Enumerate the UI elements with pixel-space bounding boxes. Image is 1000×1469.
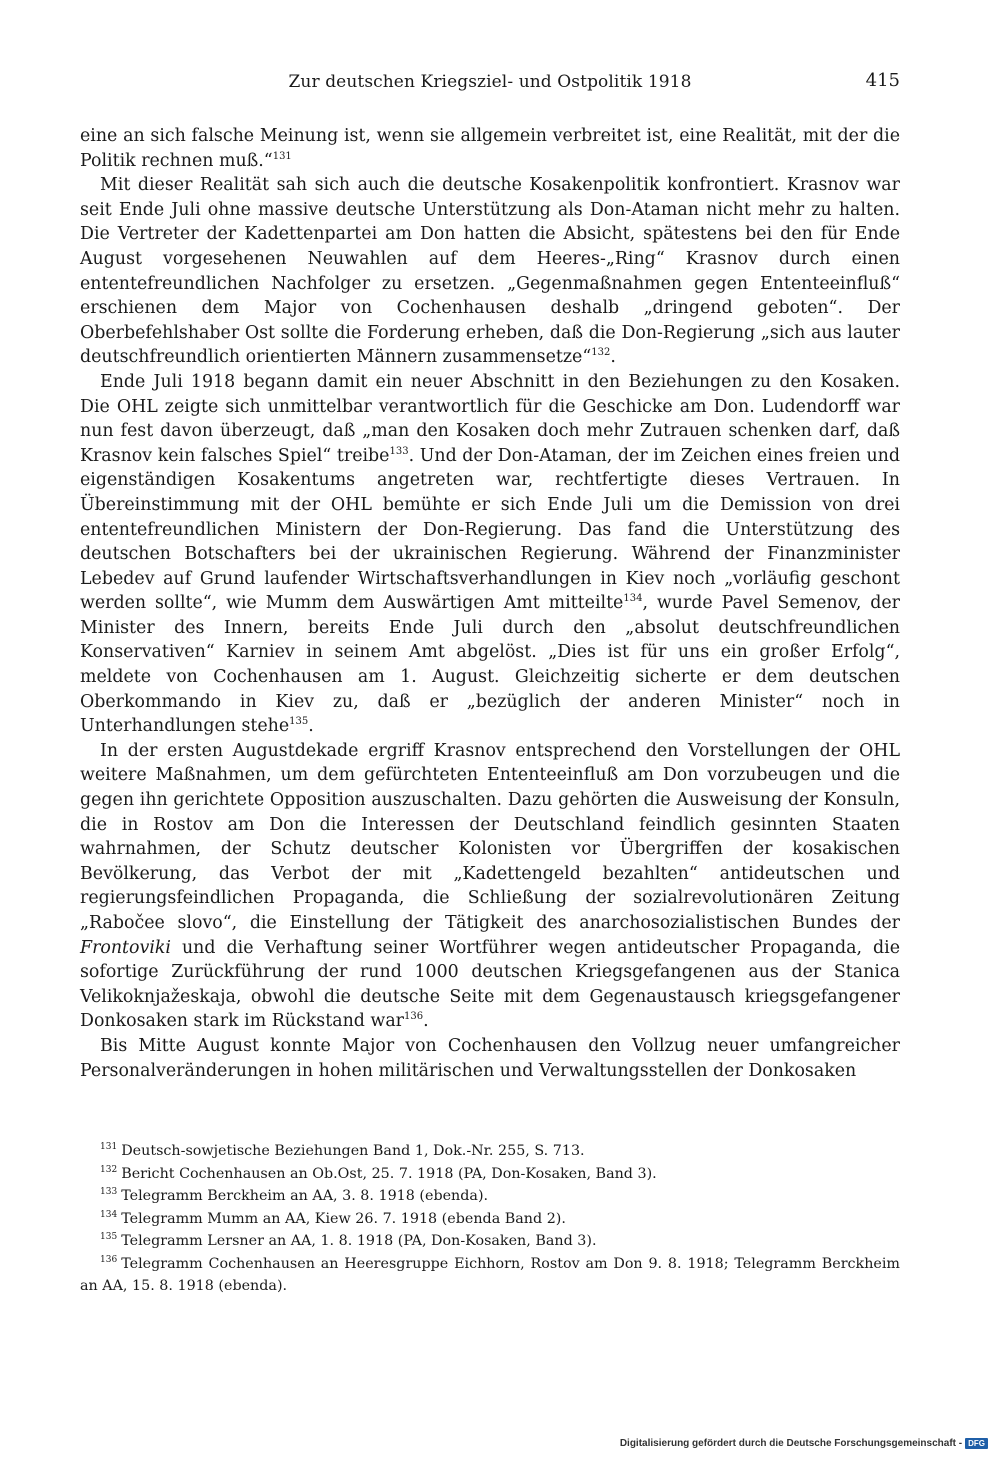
- paragraph-2: Mit dieser Realität sah sich auch die deutsche Kosakenpolitik konfrontiert. Krasnov war seit Ende Juli ohne massive deutsche Unterstützung als Don-Ataman nicht mehr zu halten. Die Vertreter der Kadettenpartei am Don hatten die Absicht, spätestens bei den für Ende August vorgesehenen Neuwahlen auf dem Heeres-„Ring“ Krasnov durch einen ententefreundlichen Nachfolger zu ersetzen. „Gegenmaßnahmen gegen Ententeeinfluß“ erschienen dem Major von Cochenhausen deshalb „dringend geboten“. Der Oberbefehlshaber Ost sollte die Forderung erheben, daß die Don-Regierung „sich aus lauter deutschfreundlich orientierten Männern zusammensetze“$^{132}$.: [80, 175, 900, 368]
- footnote-136: $^{136}$ Telegramm Cochenhausen an Heeresgruppe Eichhorn, Rostov am Don 9. 8. 1918; Telegramm Berckheim an AA, 15. 8. 1918 (ebenda).: [80, 1254, 900, 1294]
- footnote-ref-135[interactable]: 135: [289, 716, 309, 728]
- paragraph-3: Ende Juli 1918 begann damit ein neuer Abschnitt in den Beziehungen zu den Kosaken. Die OHL zeigte sich unmittelbar verantwortlich für die Geschicke am Don. Ludendorff war nun fest davon überzeugt, daß „man den Kosaken doch mehr Zutrauen schenken darf, daß Krasnov kein falsches Spiel“ treibe$^{133}$. Und der Don-Ataman, der im Zeichen eines freien und eigenständigen Kosakentums angetreten war, rechtfertigte dieses Vertrauen. In Übereinstimmung mit der OHL bemühte er sich Ende Juli um die Demission von drei ententefreundlichen Ministern der Don-Regierung. Das fand die Unterstützung des deutschen Botschafters bei der ukrainischen Regierung. Während der Finanzminister Lebedev auf Grund laufender Wirtschaftsverhandlungen in Kiev noch „vorläufig geschont werden sollte“, wie Mumm dem Auswärtigen Amt mitteilte$^{134}$, wurde Pavel Semenov, der Minister des Innern, bereits Ende Juli durch den „absolut deutschfreundlichen Konservativen“ Karniev in seinem Amt abgelöst. „Dies ist für uns ein großer Erfolg“, meldete von Cochenhausen am 1. August. Gleichzeitig sicherte er dem deutschen Oberkommando in Kiev zu, daß er „bezüglich der anderen Minister“ noch in Unterhandlungen stehe$^{135}$.: [80, 371, 900, 737]
- footnote-131: $^{131}$ Deutsch-sowjetische Beziehungen Band 1, Dok.-Nr. 255, S. 713.: [100, 1142, 585, 1159]
- footnote-ref-136[interactable]: 136: [404, 1011, 424, 1023]
- paragraph-1: eine an sich falsche Meinung ist, wenn sie allgemein verbreitet ist, eine Realität, mit der die Politik rechnen muß.“$^{131}$: [80, 126, 900, 171]
- footnote-ref-133[interactable]: 133: [389, 445, 409, 457]
- footnote-134: $^{134}$ Telegramm Mumm an AA, Kiew 26. 7. 1918 (ebenda Band 2).: [100, 1209, 566, 1227]
- running-title: Zur deutschen Kriegsziel- und Ostpolitik 1918: [288, 72, 692, 92]
- footnote-ref-134[interactable]: 134: [623, 593, 643, 605]
- digitization-credit: [620, 1438, 988, 1449]
- footnote-135: $^{135}$ Telegramm Lersner an AA, 1. 8. 1918 (PA, Don-Kosaken, Band 3).: [100, 1232, 597, 1249]
- footnote-132: $^{132}$ Bericht Cochenhausen an Ob.Ost, 25. 7. 1918 (PA, Don-Kosaken, Band 3).: [100, 1164, 657, 1182]
- paragraph-5: Bis Mitte August konnte Major von Cochenhausen den Vollzug neuer umfangreicher Personalveränderungen in hohen militärischen und Verwaltungsstellen der Donkosaken: [80, 1035, 900, 1081]
- page-header: [80, 72, 900, 106]
- emphasis-frontoviki: Frontoviki: [80, 937, 171, 958]
- footnotes: [80, 1140, 900, 1298]
- footnote-ref-132[interactable]: 132: [591, 347, 611, 359]
- footnote-ref-131[interactable]: 131: [272, 150, 292, 162]
- paragraph-4: In der ersten Augustdekade ergriff Krasnov entsprechend den Vorstellungen der OHL weitere Maßnahmen, um dem gefürchteten Ententeeinfluß am Don vorzubeugen und die gegen ihn gerichtete Opposition auszuschalten. Dazu gehörten die Ausweisung der Konsuln, die in Rostov am Don die Interessen der Deutschland feindlich gesinnten Staaten wahrnahmen, der Schutz deutscher Kolonisten vor Übergriffen der kosakischen Bevölkerung, das Verbot der mit „Kadettengeld bezahlten“ antideutschen und regierungsfeindlichen Propaganda, die Schließung der sozialrevolutionären Zeitung „Rabočee slovo“, die Einstellung der Tätigkeit des anarchosozialistischen Bundes der Frontoviki und die Verhaftung seiner Wortführer wegen antideutscher Propaganda, die sofortige Zurückführung der rund 1000 deutschen Kriegsgefangenen aus der Stanica Velikoknjažeskaja, obwohl die deutsche Seite mit dem Gegenaustausch kriegsgefangener Donkosaken stark im Rückstand war$^{136}$.: [80, 740, 900, 1032]
- credit-text: Digitalisierung gefördert durch die Deutsche Forschungsgemeinschaft -: [619, 1438, 963, 1449]
- page-number: 415: [865, 70, 900, 91]
- footnote-133: $^{133}$ Telegramm Berckheim an AA, 3. 8. 1918 (ebenda).: [100, 1187, 489, 1204]
- dfg-logo: DFG: [965, 1438, 988, 1449]
- body-text: [80, 124, 900, 1083]
